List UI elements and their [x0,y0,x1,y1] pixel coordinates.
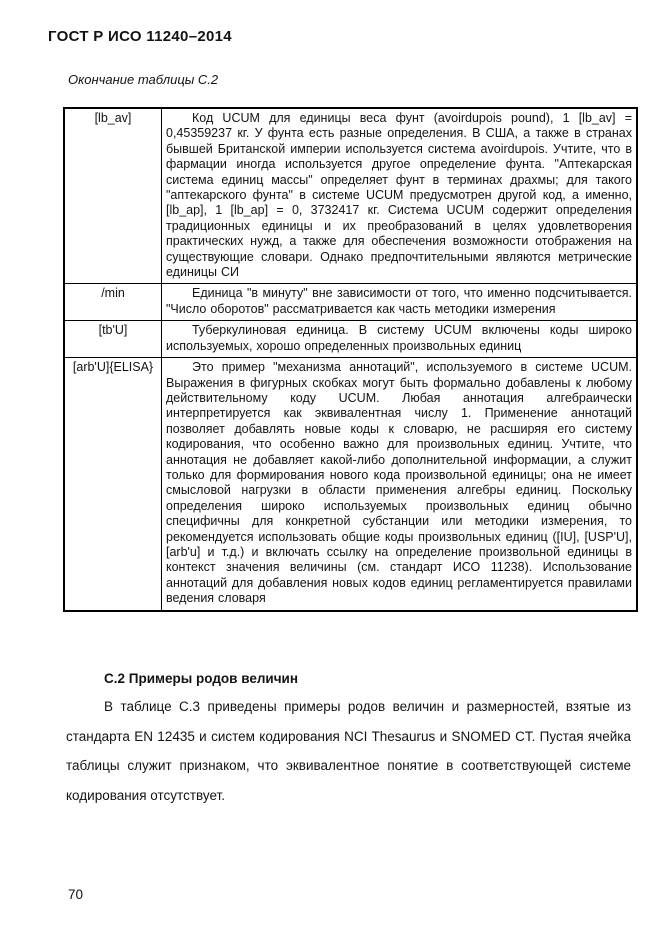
page-number: 70 [68,887,84,902]
unit-code-cell: /min [64,284,162,321]
section-paragraph: В таблице С.3 приведены примеры родов величин и размерностей, взятые из стандарта EN 12435 и систем кодирования NCI Thesaurus и SNOMED CT. Пустая ячейка таблицы служит признаком, что эквивалентное понятие в соответствующей системе кодирования отсутствует. [66,699,631,803]
table-row [64,321,637,358]
unit-code-cell: [tb'U] [64,321,162,358]
table-row [64,358,637,611]
ucum-units-table [63,107,638,612]
unit-description-cell: Это пример "механизма аннотаций", используемого в системе UCUM. Выражения в фигурных скобках могут быть формально добавлены к любому действительному коду UCUM. Любая аннотация алгебраически интерпретируется как эквивалентная числу 1. Применение аннотаций позволяет добавлять новые коды к словарю, не расширяя его систему кодирования, что особенно важно для произвольных единиц. Учтите, что аннотация не добавляет какой-либо дополнительной информации, а служит только для формирования нового кода произвольной единицы; она не имеет смысловой нагрузки в области применения алгебры единиц. Поскольку определения широко используемых произвольных единиц обычно специфичны для конкретной субстанции или методики измерения, то рекомендуется использовать общие коды произвольных единиц ([IU], [USP'U], [arb'u] и т.д.) и включать ссылку на определение произвольной единицы в контекст значения величины (см. стандарт ИСО 11238). Использование аннотаций для добавления новых кодов единиц регламентируется правилами ведения словаря [162,358,638,611]
table-continuation-caption: Окончание таблицы С.2 [68,72,219,87]
unit-description-cell: Туберкулиновая единица. В систему UCUM включены коды широко используемых, хорошо определенных произвольных единиц [162,321,638,358]
unit-code-cell: [arb'U]{ELISA} [64,358,162,611]
unit-description-cell: Единица "в минуту" вне зависимости от того, что именно подсчитывается. "Число оборотов" рассматривается как часть методики измерения [162,284,638,321]
document-header-title: ГОСТ Р ИСО 11240–2014 [48,28,232,45]
table-row [64,284,637,321]
unit-description-cell: Код UCUM для единицы веса фунт (avoirdupois pound), 1 [lb_av] = 0,45359237 кг. У фунта есть разные определения. В США, а также в странах бывшей Британской империи используется система avoirdupois. Учтите, что в фармации иногда используется другое определение фунта. "Аптекарская система единиц массы" определяет фунт в терминах драхмы; для такого "аптекарского фунта" в системе UCUM предусмотрен другой код, а именно, [lb_ap], 1 [lb_ap] = 0, 3732417 кг. Система UCUM содержит определения традиционных единицы и их преобразований в целях удовлетворения практических нужд, а также для обеспечения возможности отображения на существующие словари. Однако предпочтительными являются метрические единицы СИ [162,108,638,284]
table-row [64,108,637,284]
section-heading-c2: С.2 Примеры родов величин [104,671,299,686]
unit-code-cell: [lb_av] [64,108,162,284]
